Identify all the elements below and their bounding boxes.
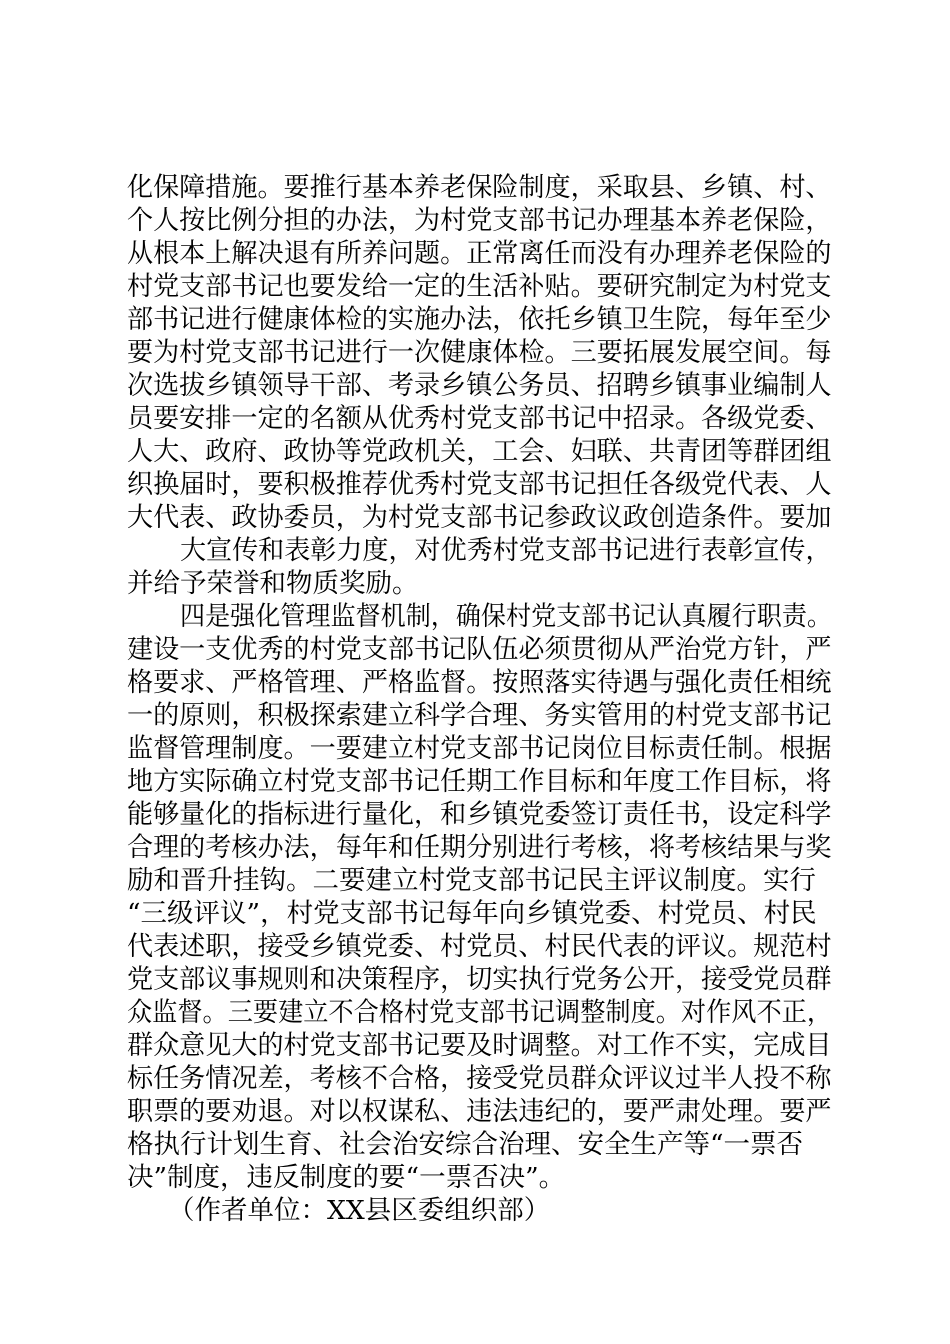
text-line: 次选拔乡镇领导干部、考录乡镇公务员、招聘乡镇事业编制人 bbox=[127, 370, 832, 401]
text-line: 群众意见大的村党支部书记要及时调整。对工作不实，完成目 bbox=[127, 1030, 832, 1061]
text-line: 从根本上解决退有所养问题。正常离任而没有办理养老保险的 bbox=[127, 238, 832, 269]
text-line: 部书记进行健康体检的实施办法，依托乡镇卫生院，每年至少 bbox=[127, 304, 832, 335]
text-line: 大代表、政协委员，为村党支部书记参政议政创造条件。要加 bbox=[127, 502, 832, 533]
text-line: 格要求、严格管理、严格监督。按照落实待遇与强化责任相统 bbox=[127, 667, 832, 698]
text-line: 要为村党支部书记进行一次健康体检。三要拓展发展空间。每 bbox=[127, 337, 832, 368]
text-line: 决”制度，违反制度的要“一票否决”。 bbox=[127, 1162, 566, 1193]
text-line: 党支部议事规则和决策程序，切实执行党务公开，接受党员群 bbox=[127, 964, 832, 995]
text-line: 员要安排一定的名额从优秀村党支部书记中招录。各级党委、 bbox=[127, 403, 832, 434]
text-line: 格执行计划生育、社会治安综合治理、安全生产等“一票否 bbox=[127, 1129, 804, 1160]
text-line: 励和晋升挂钩。二要建立村党支部书记民主评议制度。实行 bbox=[127, 865, 816, 896]
text-line: 四是强化管理监督机制，确保村党支部书记认真履行职责。 bbox=[180, 601, 832, 632]
text-line: 人大、政府、政协等党政机关，工会、妇联、共青团等群团组 bbox=[127, 436, 832, 467]
author-note: （作者单位：XX县区委组织部） bbox=[168, 1195, 551, 1226]
text-line: 并给予荣誉和物质奖励。 bbox=[127, 568, 419, 599]
text-line: 监督管理制度。一要建立村党支部书记岗位目标责任制。根据 bbox=[127, 733, 832, 764]
text-line: 标任务情况差，考核不合格，接受党员群众评议过半人投不称 bbox=[127, 1063, 832, 1094]
text-line: 化保障措施。要推行基本养老保险制度，采取县、乡镇、村、 bbox=[127, 172, 832, 203]
text-line: 大宣传和表彰力度，对优秀村党支部书记进行表彰宣传， bbox=[180, 535, 832, 566]
text-line: 村党支部书记也要发给一定的生活补贴。要研究制定为村党支 bbox=[127, 271, 832, 302]
text-line: 织换届时，要积极推荐优秀村党支部书记担任各级党代表、人 bbox=[127, 469, 832, 500]
text-line: 职票的要劝退。对以权谋私、违法违纪的，要严肃处理。要严 bbox=[127, 1096, 832, 1127]
text-line: 合理的考核办法，每年和任期分别进行考核，将考核结果与奖 bbox=[127, 832, 832, 863]
text-line: 建设一支优秀的村党支部书记队伍必须贯彻从严治党方针，严 bbox=[127, 634, 832, 665]
text-line: 个人按比例分担的办法，为村党支部书记办理基本养老保险， bbox=[127, 205, 832, 236]
text-line: 代表述职，接受乡镇党委、村党员、村民代表的评议。规范村 bbox=[127, 931, 832, 962]
text-line: 能够量化的指标进行量化，和乡镇党委签订责任书，设定科学 bbox=[127, 799, 832, 830]
text-line: 众监督。三要建立不合格村党支部书记调整制度。对作风不正， bbox=[127, 997, 832, 1028]
text-line: 一的原则，积极探索建立科学合理、务实管用的村党支部书记 bbox=[127, 700, 832, 731]
text-line: “三级评议”，村党支部书记每年向乡镇党委、村党员、村民 bbox=[127, 898, 817, 929]
text-line: 地方实际确立村党支部书记任期工作目标和年度工作目标，将 bbox=[127, 766, 832, 797]
